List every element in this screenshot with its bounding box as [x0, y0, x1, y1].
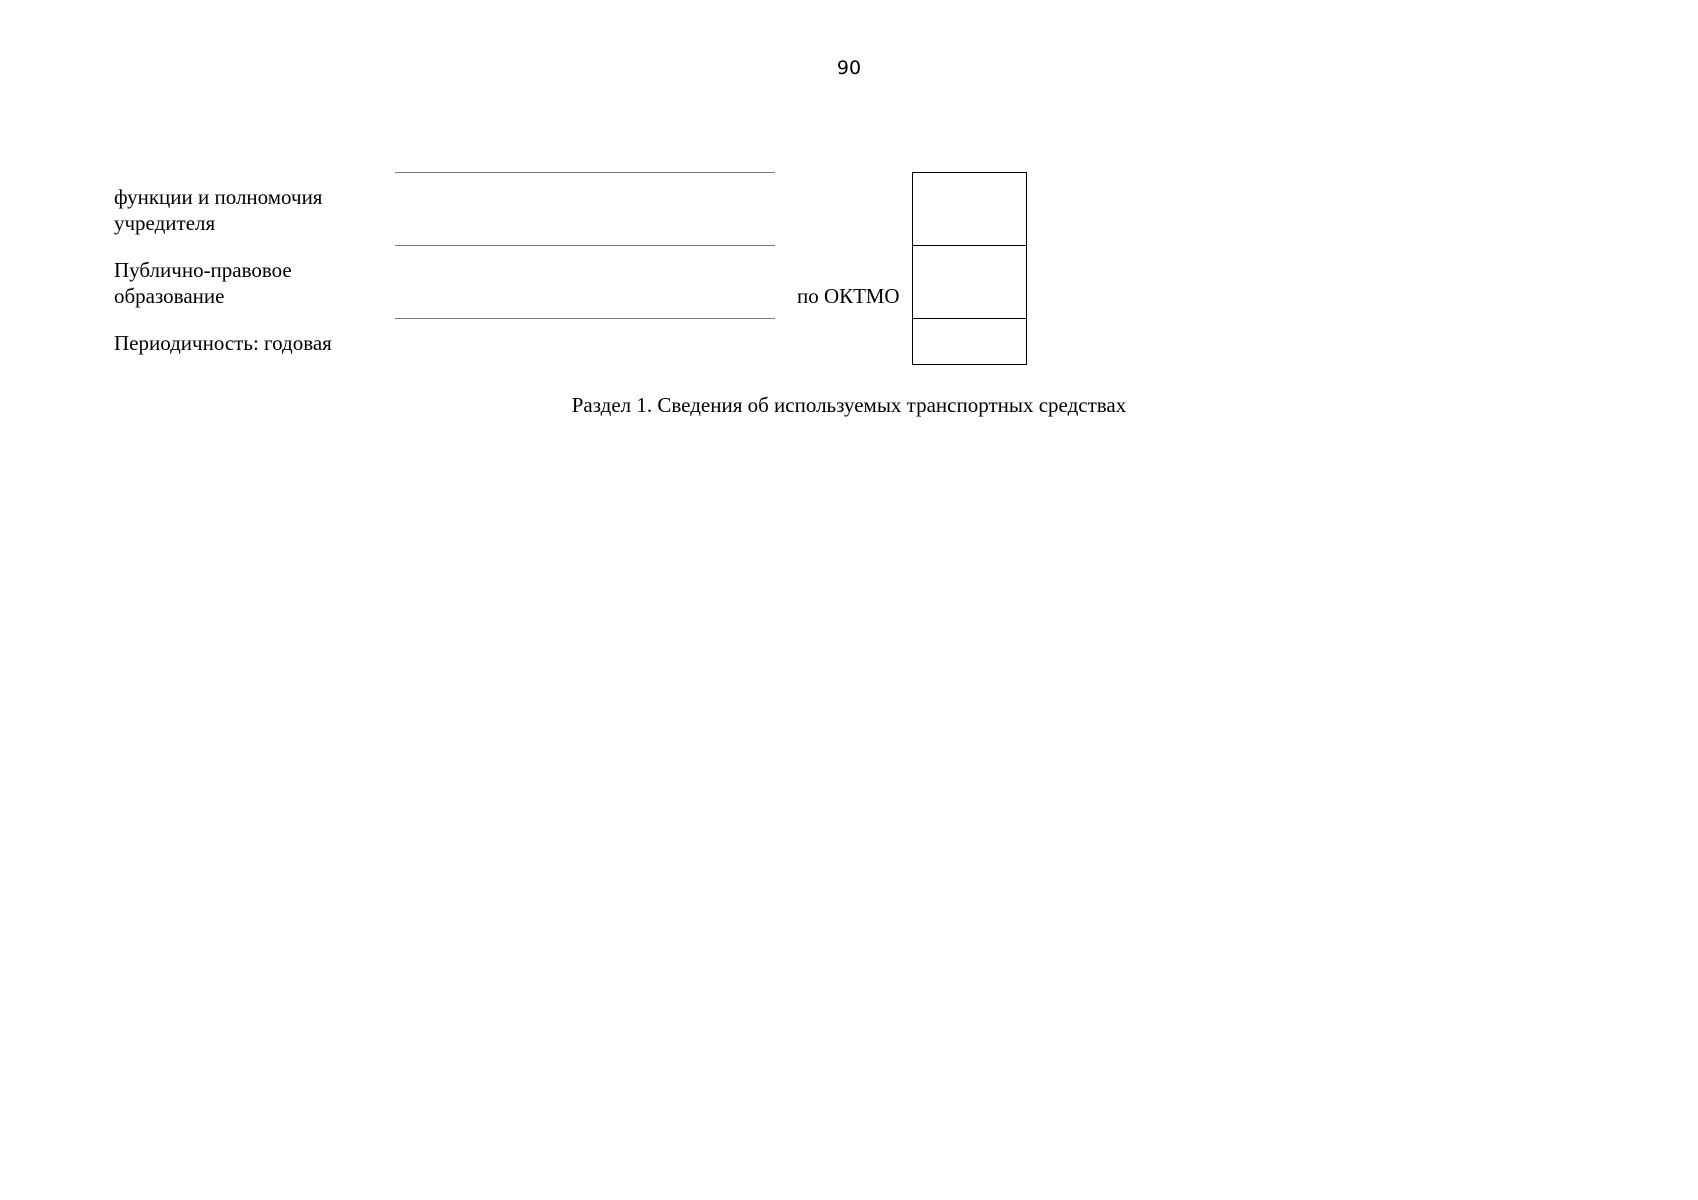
code-cell-founder[interactable] — [913, 173, 1026, 246]
public-entity-label-line2: образование — [114, 284, 225, 308]
code-cell-periodicity[interactable] — [913, 319, 1026, 364]
founder-label-line1: функции и полномочия — [114, 185, 323, 209]
periodicity-label-line1: Периодичность: годовая — [114, 331, 332, 355]
oktmo-label: по ОКТМО — [797, 284, 900, 308]
public-entity-label-line1: Публично-правовое — [114, 258, 292, 282]
founder-label — [114, 184, 322, 236]
periodicity-label — [114, 330, 332, 356]
founder-label-line2: учредителя — [114, 211, 216, 235]
public-entity-label — [114, 257, 292, 309]
field-underline-public-entity — [395, 318, 775, 319]
page-number: 90 — [836, 57, 862, 79]
field-underline-founder — [395, 245, 775, 246]
code-cell-oktmo[interactable] — [913, 246, 1026, 319]
codes-box — [912, 172, 1027, 365]
section-title: Раздел 1. Сведения об используемых транспортных средствах — [571, 393, 1127, 417]
field-underline-top — [395, 172, 775, 173]
